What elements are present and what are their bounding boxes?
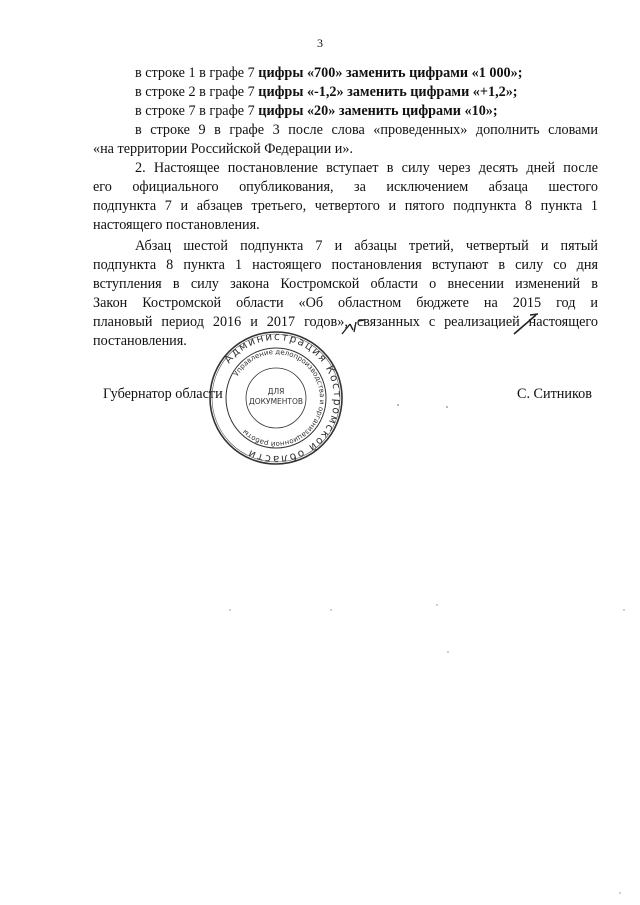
amendment-line-5: «на территории Российской Федерации и». <box>93 141 353 157</box>
paragraph-2-line-2: его официального опубликования, за исключением абзаца шестого <box>93 179 598 195</box>
amendment-line-4: в строке 9 в графе 3 после слова «проведенных» дополнить словами <box>135 122 598 138</box>
paragraph-3-line-3: вступления в силу закона Костромской области о внесении изменений в <box>93 276 598 292</box>
signature-position: Губернатор области <box>103 386 223 402</box>
svg-text:ДОКУМЕНТОВ: ДОКУМЕНТОВ <box>248 397 304 406</box>
amendment-prefix: в строке 7 в графе 7 <box>135 103 259 119</box>
paragraph-3-line-5: плановый период 2016 и 2017 годов», связанных с реализацией настоящего <box>93 314 598 330</box>
svg-text:Администрация Костромской обла: Администрация Костромской области <box>222 330 344 466</box>
paragraph-3-line-2: подпункта 8 пункта 1 настоящего постановления вступают в силу со дня <box>93 257 598 273</box>
paragraph-3-line-6: постановления. <box>93 333 187 349</box>
paragraph-2-line-4: настоящего постановления. <box>93 217 260 233</box>
svg-text:Управление делопроизводства и: Управление делопроизводства и организационной работы <box>232 347 327 449</box>
amendment-prefix: в строке 2 в графе 7 <box>135 84 259 100</box>
signature-name: С. Ситников <box>517 386 592 402</box>
amendment-change: цифры «700» заменить цифрами «1 000»; <box>258 65 523 81</box>
paragraph-3-line-1: Абзац шестой подпункта 7 и абзацы третий, четвертый и пятый <box>135 238 598 254</box>
paragraph-3-line-4: Закон Костромской области «Об областном бюджете на 2015 год и <box>93 295 598 311</box>
amendment-change: цифры «20» заменить цифрами «10»; <box>258 103 498 119</box>
paragraph-2-line-1: 2. Настоящее постановление вступает в силу через десять дней после <box>135 160 598 176</box>
paragraph-2-line-3: подпункта 7 и абзацев третьего, четвертого и пятого подпункта 8 пункта 1 <box>93 198 598 214</box>
amendment-prefix: в строке 1 в графе 7 <box>135 65 259 81</box>
amendment-change: цифры «-1,2» заменить цифрами «+1,2»; <box>258 84 518 100</box>
page-number: 3 <box>317 36 323 50</box>
svg-text:ДЛЯ: ДЛЯ <box>267 387 285 396</box>
